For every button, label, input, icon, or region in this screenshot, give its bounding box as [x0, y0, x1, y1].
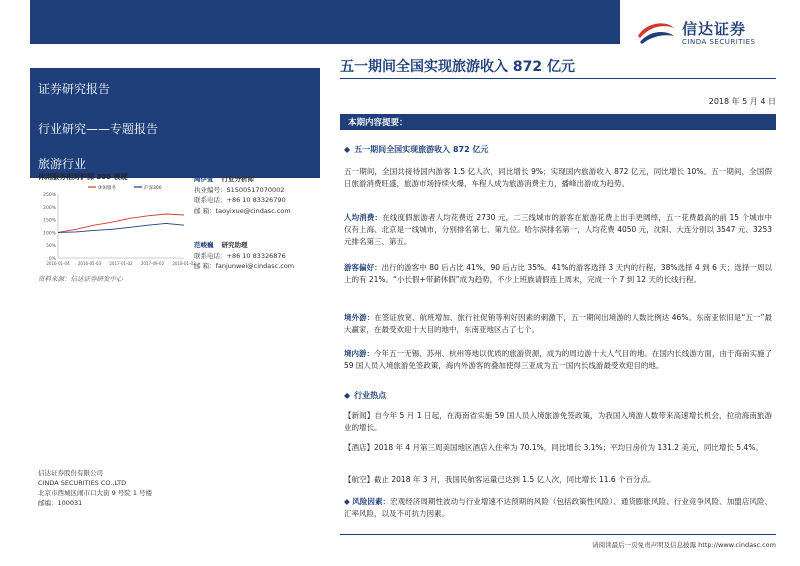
- performance-chart-svg: [38, 182, 196, 272]
- title-rule: [340, 78, 776, 79]
- analyst-1-phone: 联系电话：+86 10 83326790: [194, 196, 286, 204]
- lead-preference: 游客偏好：: [344, 263, 382, 272]
- x-tick-label: 2016-01-04: [46, 261, 70, 266]
- diamond-bullet-icon: ◆: [344, 145, 351, 154]
- page-title: 五一期间全国实现旅游收入 872 亿元: [340, 59, 575, 75]
- analyst-2: [194, 240, 324, 272]
- company-postcode: 邮编：100031: [38, 499, 83, 507]
- brand-name-en: CINDA SECURITIES: [682, 38, 756, 46]
- chart-source: 资料来源：信达证券研发中心: [38, 275, 123, 283]
- brand-name-cn: 信达证券: [682, 20, 747, 38]
- report-category-band: [30, 108, 320, 148]
- sidebar: [30, 60, 322, 536]
- lead-per-capita: 人均消费：: [344, 213, 383, 222]
- report-type-band: [30, 68, 320, 108]
- legend-label-0: 休闲服务: [98, 186, 116, 191]
- analyst-2-phone: 联系电话：+86 10 83326876: [194, 251, 286, 260]
- x-tick-label: 2016-05-03: [77, 261, 102, 266]
- section-2-heading: ◆ 行业热点: [344, 391, 387, 400]
- analyst-2-email[interactable]: 邮 箱：fanjunwei@cindasc.com: [194, 262, 295, 270]
- legend-label-1: 沪深300: [144, 186, 162, 191]
- diamond-bullet-icon: ◆: [344, 497, 353, 506]
- footer-disclaimer[interactable]: 请阅读最后一页免责声明及信息披露 http://www.cindasc.com: [592, 541, 776, 549]
- report-type: 证券研究报告: [38, 81, 111, 96]
- chart-title: 休闲服务相对沪深 300 表现: [38, 173, 128, 181]
- y-tick-label: 250%: [43, 193, 56, 198]
- paragraph-per-capita: 人均消费：在线度假旅游者人均花费近 2730 元，二三线城市的游客在旅游花费上出手更阔绰，五一花费最高的前 15 个城市中仅有上海、北京是一线城市，分别排名第七、第九位。哈尔滨排名第一，人均花费 4050 元，沈阳、大连分别以 3547 元、3253 元排名第三、第五。: [344, 213, 773, 246]
- report-date: 2018 年 5 月 4 日: [708, 97, 776, 106]
- series-line-1: [58, 223, 184, 232]
- industry: 旅游行业: [38, 156, 87, 171]
- lead-outbound: 境外游：: [344, 313, 375, 322]
- analyst-1-cert: 执业编号：S1500517070002: [194, 185, 285, 194]
- company-address: 北京市西城区闹市口大街 9 号院 1 号楼: [38, 489, 153, 497]
- lead-domestic: 境内游：: [344, 349, 375, 358]
- performance-chart: [38, 172, 196, 283]
- company-name-cn: 信达证券股份有限公司: [38, 469, 103, 477]
- analyst-1-email[interactable]: 邮 箱：taoyixue@cindasc.com: [194, 206, 291, 215]
- header-band: [30, 0, 620, 44]
- main-content: [340, 56, 776, 518]
- y-tick-label: 0%: [48, 257, 56, 262]
- y-tick-label: 150%: [43, 218, 56, 224]
- section-1-heading: ◆ 五一期间全国实现旅游收入 872 亿元: [344, 145, 489, 154]
- analyst-2-name: 范峻巍: [194, 241, 214, 249]
- analyst-2-role: 研究助理: [221, 241, 248, 249]
- y-tick-label: 50%: [45, 244, 56, 250]
- paragraph-news: 【新闻】自今年 5 月 1 日起，在海南省实施 59 国人员入境旅游免签政策，为我国入境游人数带来高速增长机会，拉动海南旅游业的增长。: [344, 411, 772, 432]
- paragraph-overview: 五一期间，全国共接待国内游客 1.5 亿人次，同比增长 9%；实现国内旅游收入 872 亿元，同比增长 10%。五一期间，全国假日旅游消费旺盛，旅游市场持续火爆，车程人成为旅游消费主力，播峰出游成为趋势。: [344, 167, 772, 188]
- analyst-1-name: 陶伊萱: [194, 175, 214, 183]
- paragraph-outbound: 境外游：在签证放宽、航班增加、旅行社促销等利好因素的刺激下，五一期间出境游的人数比例达 46%。东南亚依旧是“五一”最大赢家，在最受欢迎十大目的地中，东南亚地区占了七个。: [344, 313, 772, 334]
- analyst-1-role: 行业分析师: [221, 175, 254, 183]
- paragraph-aviation: 【航空】截止 2018 年 3 月，我国民航客运量已达到 1.5 亿人次，同比增长 11.6 个百分点。: [344, 475, 656, 484]
- x-tick-label: 2017-09-02: [140, 261, 165, 266]
- summary-label: 本期内容提要：: [348, 118, 408, 128]
- paragraph-risk: ◆ 风险因素：宏观经济周期性波动与行业增速不达预期的风险（包括政策性风险）、通货膨胀风险、行业竞争风险、加盟店风险、汇率风险，以及不可抗力因素。: [344, 497, 773, 518]
- y-tick-label: 200%: [43, 205, 56, 211]
- report-category: 行业研究——专题报告: [38, 121, 159, 136]
- x-tick-label: 2018-01-02: [172, 261, 196, 266]
- company-info: [38, 468, 152, 508]
- diamond-bullet-icon: ◆: [344, 391, 351, 400]
- cinda-logo: [636, 18, 786, 48]
- company-name-en: CINDA SECURITIES CO.,LTD: [38, 479, 127, 487]
- paragraph-domestic: 境内游：今年五一无锡、苏州、杭州等地以优质的旅游资源，成为的周边游十大人气目的地。在国内长线游方面，由于海南实施了 59 国人员入境旅游免签政策，海内外游客的叠加使得三亚成为五一国内长线游最受欢迎目的地。: [344, 349, 773, 370]
- footer-rule: [340, 534, 776, 535]
- paragraph-preference: 游客偏好：出行的游客中 80 后占比 41%，90 后占比 35%。41%的游客选择 3 天内的行程，38%选择 4 到 6 天；选择一周以上的有 21%。“小长假+带薪休假”成为趋势，不少上班族请假连上周末，完成一个 7 到 12 天的长线行程。: [344, 263, 772, 284]
- analyst-1: [194, 174, 324, 216]
- summary-bar: [340, 114, 776, 130]
- paragraph-hotel: 【酒店】2018 年 4 月第三周美国地区酒店入住率为 70.1%，同比增长 3.1%；平均日房价为 131.2 美元，同比增长 5.4%。: [344, 443, 763, 452]
- x-tick-label: 2017-01-02: [109, 261, 133, 266]
- y-tick-label: 100%: [43, 231, 56, 237]
- cinda-swoosh-icon: [636, 18, 676, 48]
- lead-risk: 风险因素：: [352, 497, 391, 506]
